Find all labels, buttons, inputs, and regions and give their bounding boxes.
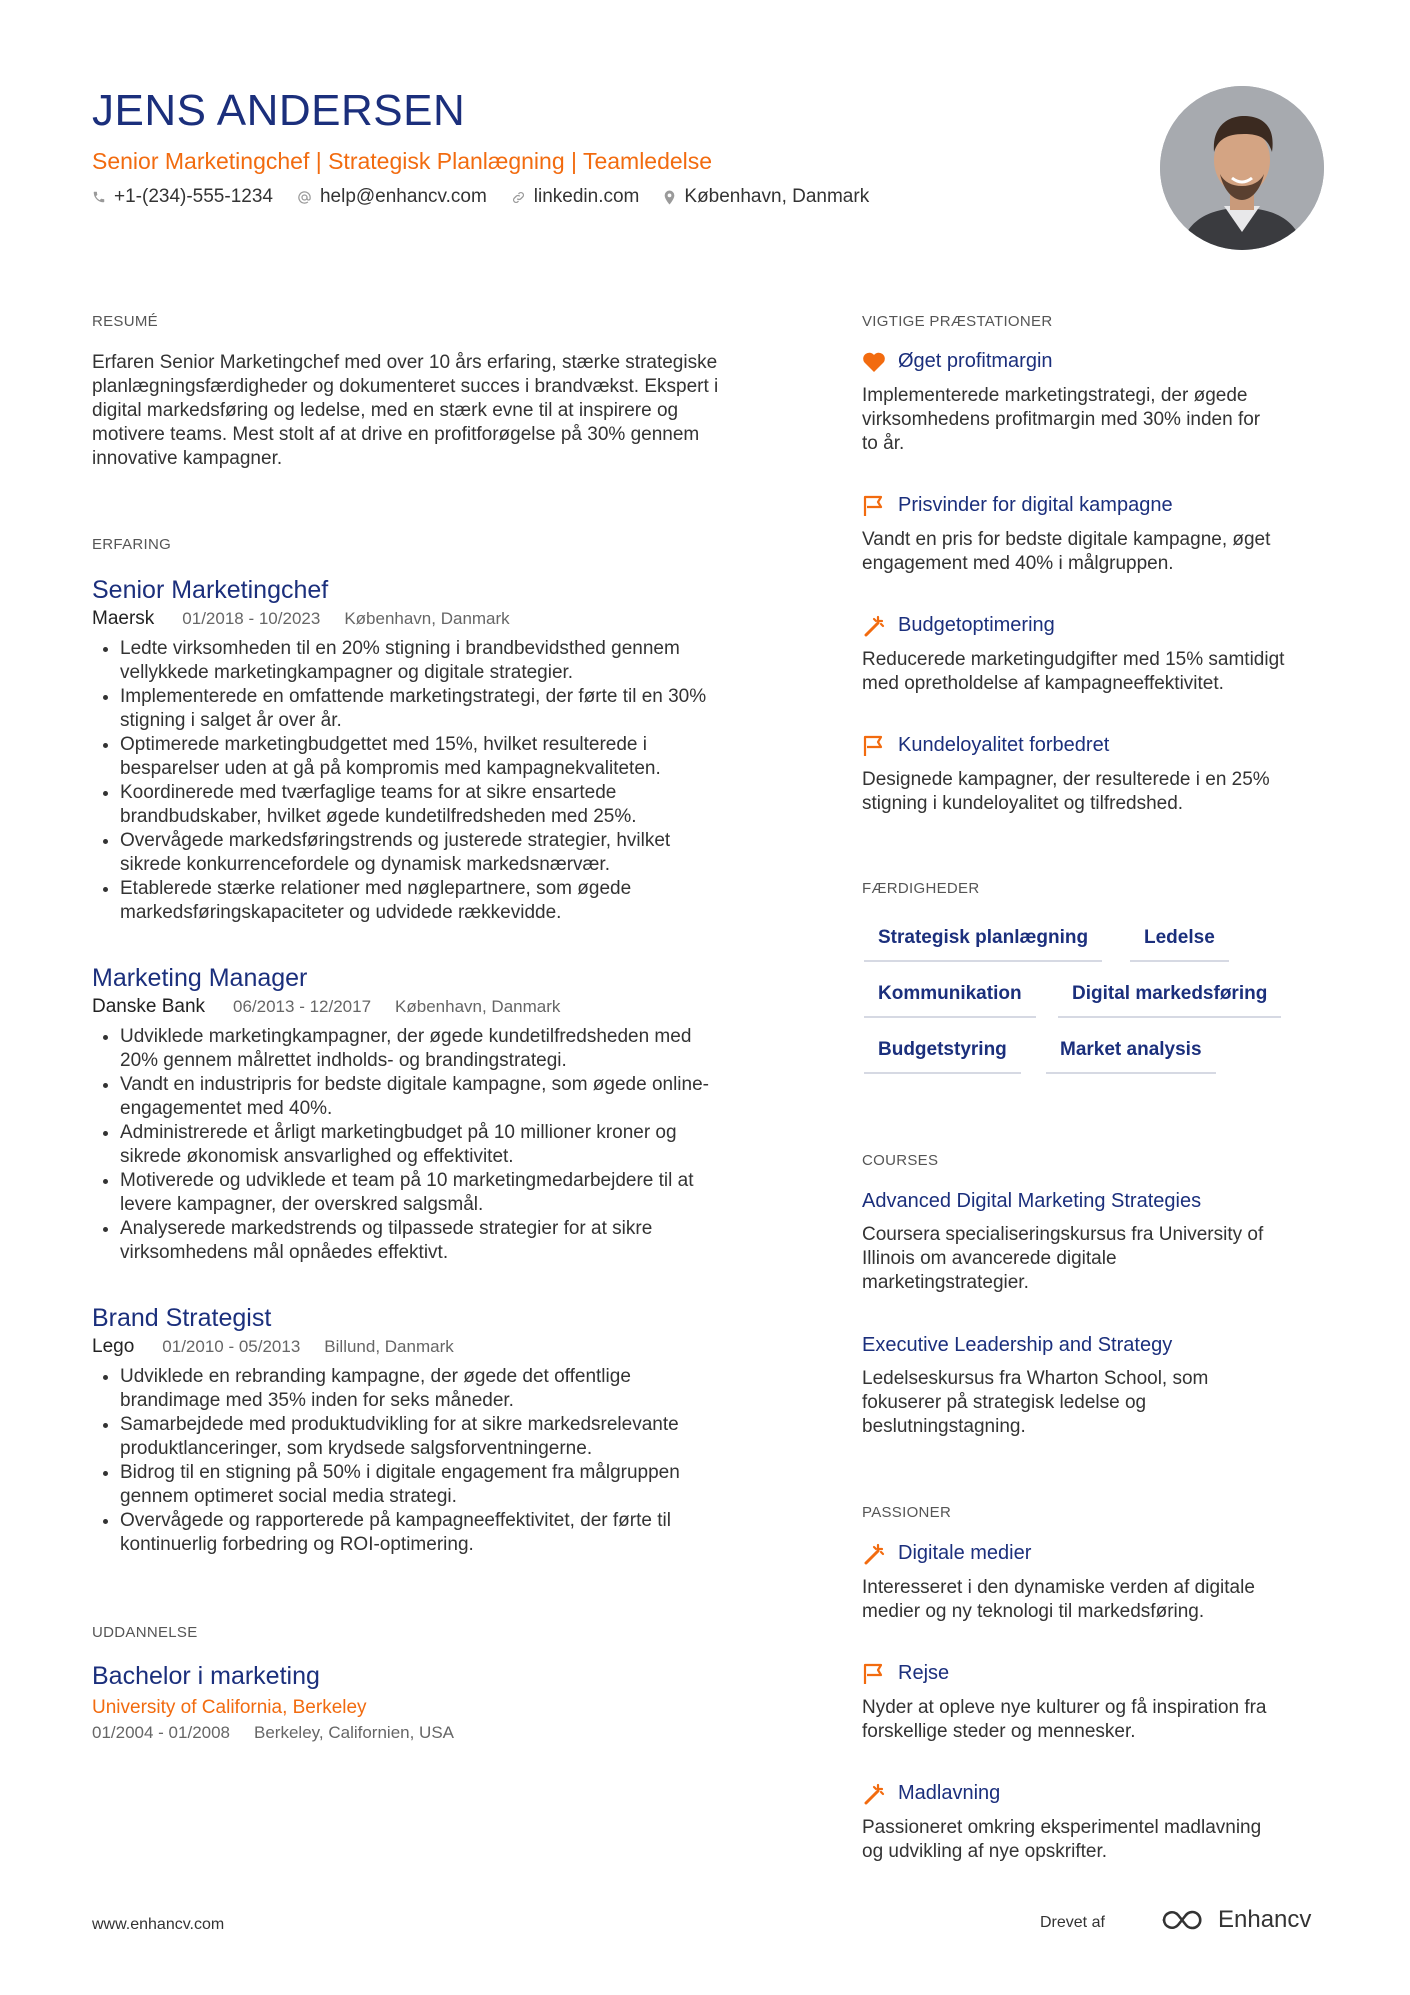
skill-tag: Market analysis [1046, 1036, 1216, 1074]
skill-tag: Digital markedsføring [1058, 980, 1281, 1018]
passion-line: Passioneret omkring eksperimentel madlavning [862, 1817, 1262, 1838]
job-bullet: • Analyserede markedstrends og tilpassede strategier for at sikre virksomhedens mål opnåedes effektivt. [120, 1217, 840, 1265]
passion-header [862, 1662, 949, 1685]
flag-icon [862, 495, 886, 517]
achievement-line: med opretholdelse af kampagneeffektivitet. [862, 673, 1224, 694]
skill-tag: Budgetstyring [864, 1036, 1021, 1074]
achievements-heading: VIGTIGE PRÆSTATIONER [862, 313, 1053, 330]
skill-tag: Ledelse [1130, 924, 1229, 962]
experience-heading: ERFARING [92, 536, 172, 553]
education-meta [92, 1723, 454, 1743]
summary-line: planlægningsfærdigheder og dokumenteret succes i brandvækst. Ekspert i [92, 376, 719, 397]
skills-heading: FÆRDIGHEDER [862, 880, 980, 897]
location-pin-icon [663, 190, 676, 205]
job-company: Danske Bank [92, 996, 206, 1017]
heart-icon [862, 351, 886, 373]
achievement-line: Vandt en pris for bedste digitale kampagne, øget [862, 529, 1271, 550]
job-title: Marketing Manager [92, 964, 308, 992]
powered-by-label: Drevet af [1040, 1914, 1105, 1931]
contact-linkedin[interactable] [511, 186, 640, 208]
link-icon [511, 190, 526, 205]
course-title: Executive Leadership and Strategy [862, 1334, 1173, 1356]
education-degree: Bachelor i marketing [92, 1662, 320, 1690]
flag-icon [862, 1663, 886, 1685]
job-bullet: • Koordinerede med tværfaglige teams for at sikre ensartede brandbudskaber, hvilket øgede kundetilfredsheden med 25%. [120, 781, 840, 829]
summary-line: digital markedsføring og ledelse, med en stærk evne til at inspirere og [92, 400, 679, 421]
location-text: København, Danmark [684, 186, 870, 207]
job-location: Billund, Danmark [324, 1337, 454, 1356]
achievement-line: Reducerede marketingudgifter med 15% samtidigt [862, 649, 1285, 670]
job-bullet: • Overvågede markedsføringstrends og justerede strategier, hvilket sikrede konkurrencefordele og dynamisk markedsnærvær. [120, 829, 840, 877]
passion-header [862, 1542, 1031, 1565]
passions-heading: PASSIONER [862, 1504, 952, 1521]
job-meta [92, 1336, 454, 1358]
job-bullet: • Optimerede marketingbudgettet med 15%, hvilket resulterede i besparelser uden at gå på kompromis med kampagnekvaliteten. [120, 733, 840, 781]
course-line: fokuserer på strategisk ledelse og [862, 1392, 1147, 1413]
passion-title: Digitale medier [898, 1542, 1032, 1564]
course-title: Advanced Digital Marketing Strategies [862, 1190, 1202, 1212]
job-bullet: • Samarbejdede med produktudvikling for at sikre markedsrelevante produktlanceringer, som krydsede salgsforventningerne. [120, 1413, 840, 1461]
job-meta [92, 996, 560, 1018]
job-dates: 01/2018 - 10/2023 [182, 609, 321, 628]
course-line: marketingstrategier. [862, 1272, 1029, 1293]
job-bullets [92, 1025, 840, 1265]
achievement-header [862, 734, 1109, 757]
achievement-title: Kundeloyalitet forbedret [898, 734, 1110, 756]
wand-icon [862, 1543, 886, 1565]
contact-email[interactable] [297, 186, 487, 208]
job-meta [92, 608, 510, 630]
footer-url[interactable]: www.enhancv.com [92, 1916, 225, 1933]
achievement-header [862, 614, 1055, 637]
course-text [862, 1223, 1342, 1295]
job-bullet: • Udviklede en rebranding kampagne, der øgede det offentlige brandimage med 35% inden for seks måneder. [120, 1365, 840, 1413]
job-bullet: • Ledte virksomheden til en 20% stigning i brandbevidsthed gennem vellykkede marketingkampagner og digitale strategier. [120, 637, 840, 685]
phone-icon [92, 190, 106, 204]
job-bullet: • Administrerede et årligt marketingbudget på 10 millioner kroner og sikrede økonomisk ansvarlighed og effektivitet. [120, 1121, 840, 1169]
summary-heading: RESUMÉ [92, 313, 158, 330]
linkedin-text: linkedin.com [533, 186, 640, 207]
passion-text [862, 1696, 1342, 1744]
at-icon [297, 190, 312, 205]
flag-icon [862, 735, 886, 757]
passion-text [862, 1576, 1342, 1624]
contact-phone[interactable] [92, 186, 273, 208]
passion-line: Interesseret i den dynamiske verden af digitale [862, 1577, 1255, 1598]
course-line: beslutningstagning. [862, 1416, 1026, 1437]
achievement-line: Implementerede marketingstrategi, der øgede [862, 385, 1248, 406]
email-text: help@enhancv.com [319, 186, 487, 207]
contact-row [92, 186, 893, 208]
passion-title: Rejse [898, 1662, 950, 1684]
job-bullet: • Implementerede en omfattende marketingstrategi, der førte til en 30% stigning i salget år over år. [120, 685, 840, 733]
summary-text [92, 351, 812, 471]
profile-photo [1160, 86, 1324, 250]
education-school: University of California, Berkeley [92, 1697, 367, 1718]
job-location: København, Danmark [395, 997, 561, 1016]
achievement-title: Prisvinder for digital kampagne [898, 494, 1173, 516]
passion-line: forskellige steder og mennesker. [862, 1721, 1136, 1742]
achievement-line: stigning i kundeloyalitet og tilfredshed. [862, 793, 1184, 814]
job-bullet: • Udviklede marketingkampagner, der øgede kundetilfredsheden med 20% gennem målrettet indholds- og brandingstrategi. [120, 1025, 840, 1073]
job-title: Senior Marketingchef [92, 576, 329, 604]
courses-heading: COURSES [862, 1152, 939, 1169]
candidate-name: JENS ANDERSEN [92, 86, 466, 135]
job-dates: 01/2010 - 05/2013 [162, 1337, 301, 1356]
achievement-header [862, 494, 1173, 517]
course-line: Illinois om avancerede digitale [862, 1248, 1117, 1269]
job-bullet: • Overvågede og rapporterede på kampagneeffektivitet, der førte til kontinuerlig forbedring og ROI-optimering. [120, 1509, 840, 1557]
passion-line: medier og ny teknologi til markedsføring. [862, 1601, 1205, 1622]
skill-tag: Strategisk planlægning [864, 924, 1102, 962]
achievement-text [862, 384, 1342, 456]
wand-icon [862, 1783, 886, 1805]
job-dates: 06/2013 - 12/2017 [233, 997, 372, 1016]
passion-line: Nyder at opleve nye kulturer og få inspiration fra [862, 1697, 1267, 1718]
achievement-text [862, 528, 1342, 576]
wand-icon [862, 615, 886, 637]
achievement-line: virksomhedens profitmargin med 30% inden for [862, 409, 1261, 430]
passion-line: og udvikling af nye opskrifter. [862, 1841, 1108, 1862]
course-text [862, 1367, 1342, 1439]
job-bullet: • Etablerede stærke relationer med nøglepartnere, som øgede markedsføringskapaciteter og udvidede rækkevidde. [120, 877, 840, 925]
enhancv-logo-icon [1160, 1907, 1208, 1933]
passion-title: Madlavning [898, 1782, 1001, 1804]
achievement-text [862, 768, 1342, 816]
course-line: Ledelseskursus fra Wharton School, som [862, 1368, 1209, 1389]
achievement-text [862, 648, 1342, 696]
summary-line: Erfaren Senior Marketingchef med over 10 års erfaring, stærke strategiske [92, 352, 718, 373]
education-dates: 01/2004 - 01/2008 [92, 1723, 231, 1742]
job-title: Brand Strategist [92, 1304, 272, 1332]
summary-line: innovative kampagner. [92, 448, 283, 469]
course-line: Coursera specialiseringskursus fra University of [862, 1224, 1264, 1245]
job-bullet: • Bidrog til en stigning på 50% i digitale engagement fra målgruppen gennem optimeret social media strategi. [120, 1461, 840, 1509]
job-bullet: • Motiverede og udviklede et team på 10 marketingmedarbejdere til at levere kampagner, der overskred salgsmål. [120, 1169, 840, 1217]
job-company: Lego [92, 1336, 135, 1357]
achievement-line: engagement med 40% i målgruppen. [862, 553, 1174, 574]
education-location: Berkeley, Californien, USA [254, 1723, 455, 1742]
passion-text [862, 1816, 1342, 1864]
candidate-subtitle: Senior Marketingchef | Strategisk Planlægning | Teamledelse [92, 148, 713, 174]
skill-tag: Kommunikation [864, 980, 1036, 1018]
achievement-line: to år. [862, 433, 905, 454]
achievement-title: Øget profitmargin [898, 350, 1053, 372]
job-bullets [92, 1365, 840, 1557]
contact-location [663, 186, 869, 208]
education-heading: UDDANNELSE [92, 1624, 198, 1641]
brand-name: Enhancv [1218, 1906, 1312, 1933]
achievement-title: Budgetoptimering [898, 614, 1055, 636]
summary-line: motivere teams. Mest stolt af at drive en profitforøgelse på 30% gennem [92, 424, 700, 445]
brand-logo[interactable] [1160, 1906, 1311, 1934]
job-bullet: • Vandt en industripris for bedste digitale kampagne, som øgede online- engagementet med 40%. [120, 1073, 840, 1121]
job-company: Maersk [92, 608, 155, 629]
job-location: København, Danmark [344, 609, 510, 628]
job-bullets [92, 637, 840, 925]
achievement-line: Designede kampagner, der resulterede i en 25% [862, 769, 1270, 790]
achievement-header [862, 350, 1053, 373]
phone-text: +1-(234)-555-1234 [114, 186, 273, 207]
passion-header [862, 1782, 1000, 1805]
